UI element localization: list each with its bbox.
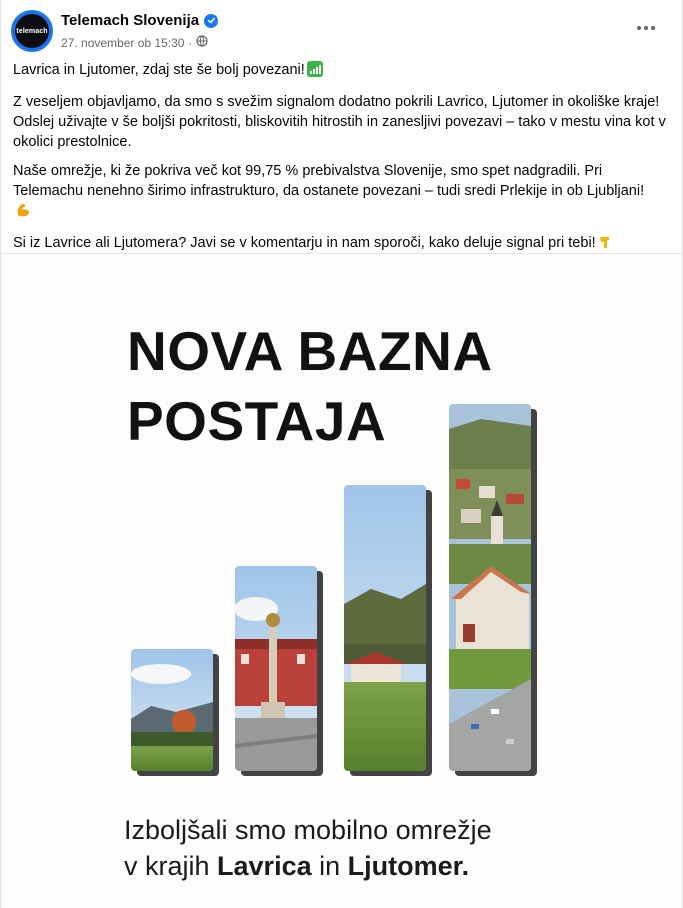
post-paragraph: Z veseljem objavljamo, da smo s svežim signalom dodatno pokrili Lavrico, Ljutomer in okoliške kraje! Odslej uživajte v še boljši pokritosti, bliskovitih hitrostih in zanesljivi povezavi – tako v mestu vina kot v okolici prestolnice.: [13, 94, 666, 150]
signal-bars-emoji-icon: [307, 61, 323, 83]
bar-photo-1: [131, 649, 213, 771]
image-caption: [124, 812, 492, 884]
more-dot-icon: [651, 26, 655, 30]
post-meta: [61, 35, 208, 50]
post-text: [13, 60, 668, 265]
page-name-text[interactable]: Telemach Slovenija: [61, 12, 200, 29]
post-paragraph: Si iz Lavrice ali Ljutomera? Javi se v komentarju in nam sporoči, kako deluje signal pri tebi!: [13, 233, 668, 256]
caption-line-2: v krajih Lavrica in Ljutomer.: [124, 851, 470, 881]
verified-badge-icon: [204, 14, 218, 28]
bar-photo-2: [234, 566, 317, 771]
bar-photo-3: [344, 485, 426, 771]
image-headline: [127, 316, 493, 456]
post-timestamp[interactable]: 27. november ob 15:30: [61, 35, 185, 50]
bar-photo-4: [449, 404, 531, 771]
globe-icon[interactable]: [196, 35, 208, 50]
caption-place-ljutomer: Ljutomer.: [347, 851, 470, 881]
caption-place-lavrica: Lavrica: [217, 851, 312, 881]
post-paragraph: Naše omrežje, ki že pokriva več kot 99,75 % prebivalstva Slovenije, smo spet nadgradili. Pri Telemachu nenehno širimo infrastrukturo, da ostanete povezani – tudi sredi Prlekije in ob Ljubljani!: [13, 161, 668, 224]
flexed-biceps-emoji-icon: [15, 201, 32, 224]
meta-separator: ·: [188, 35, 193, 50]
avatar[interactable]: [13, 12, 51, 50]
headline-line-1: NOVA BAZNA: [127, 320, 493, 382]
more-dot-icon: [637, 26, 641, 30]
avatar-logo-text: telemach: [16, 27, 48, 35]
more-options-button[interactable]: [632, 16, 660, 40]
headline-line-2: POSTAJA: [127, 390, 387, 452]
caption-line-1: Izboljšali smo mobilno omrežje: [124, 815, 492, 845]
more-dot-icon: [644, 26, 648, 30]
post-paragraph: Lavrica in Ljutomer, zdaj ste še bolj povezani!: [13, 60, 668, 83]
page-name[interactable]: [61, 12, 218, 29]
